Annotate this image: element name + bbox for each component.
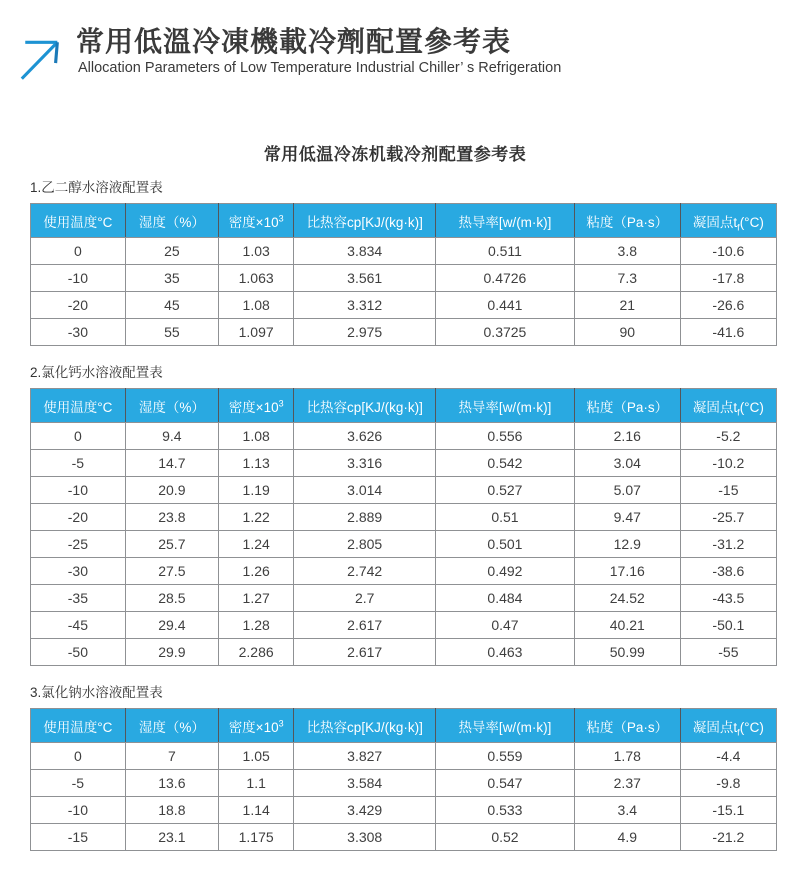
table-cell: 0.556 <box>436 423 575 450</box>
table-cell: -50 <box>31 639 126 666</box>
table-cell: 24.52 <box>574 585 680 612</box>
col-header-density: 密度$\times 10^3$ <box>218 204 293 238</box>
table-cell: -21.2 <box>680 824 776 851</box>
table-cell: -10.2 <box>680 450 776 477</box>
col-header-conductivity: 热导率[w/(m·k)] <box>436 709 575 743</box>
table-cell: 0 <box>31 238 126 265</box>
table-cell: 0.484 <box>436 585 575 612</box>
table-cell: -15 <box>31 824 126 851</box>
table-cell: 13.6 <box>125 770 218 797</box>
table-cell: -4.4 <box>680 743 776 770</box>
arrow-up-right-icon <box>14 30 66 84</box>
table-header-row <box>31 709 777 743</box>
table-cell: -41.6 <box>680 319 776 346</box>
table-cell: 0 <box>31 423 126 450</box>
col-header-density: 密度$\times 10^3$ <box>218 709 293 743</box>
table-cell: 2.286 <box>218 639 293 666</box>
table-cell: 45 <box>125 292 218 319</box>
table-cell: 0 <box>31 743 126 770</box>
col-header-temperature: 使用温度°C <box>31 389 126 423</box>
section-calcium-chloride <box>0 361 790 666</box>
table-cell: 1.19 <box>218 477 293 504</box>
table-row <box>31 265 777 292</box>
table-cell: 1.27 <box>218 585 293 612</box>
table-cell: 20.9 <box>125 477 218 504</box>
table-row <box>31 743 777 770</box>
brand-subtitle: Allocation Parameters of Low Temperature Industrial Chiller’ s Refrigeration <box>78 60 562 76</box>
table-header-row <box>31 389 777 423</box>
table-cell: 50.99 <box>574 639 680 666</box>
table-header-row <box>31 204 777 238</box>
table-cell: -35 <box>31 585 126 612</box>
table-row <box>31 558 777 585</box>
table-cell: 0.542 <box>436 450 575 477</box>
col-header-temperature: 使用温度°C <box>31 709 126 743</box>
table-cell: 2.742 <box>294 558 436 585</box>
col-header-heat-capacity: 比热容cp[KJ/(kg·k)] <box>294 204 436 238</box>
table-cell: 0.47 <box>436 612 575 639</box>
table-cell: 0.501 <box>436 531 575 558</box>
table-cell: 3.561 <box>294 265 436 292</box>
col-header-humidity: 湿度（%） <box>125 709 218 743</box>
table-cell: 0.4726 <box>436 265 575 292</box>
table-cell: 2.975 <box>294 319 436 346</box>
table-cell: 1.097 <box>218 319 293 346</box>
table-cell: 21 <box>574 292 680 319</box>
table-cell: 7.3 <box>574 265 680 292</box>
table-cell: 1.08 <box>218 292 293 319</box>
col-header-heat-capacity: 比热容cp[KJ/(kg·k)] <box>294 709 436 743</box>
table-row <box>31 292 777 319</box>
table-cell: 1.05 <box>218 743 293 770</box>
col-header-freezing-point: 凝固点$t_f(^\circ C)$ <box>680 709 776 743</box>
col-header-heat-capacity: 比热容cp[KJ/(kg·k)] <box>294 389 436 423</box>
table-cell: -30 <box>31 558 126 585</box>
section-label-1: 1.乙二醇水溶液配置表 <box>30 180 163 195</box>
table-cell: 23.8 <box>125 504 218 531</box>
table-cell: 3.312 <box>294 292 436 319</box>
table-cell: 2.16 <box>574 423 680 450</box>
table-cell: -20 <box>31 504 126 531</box>
table-cell: 0.51 <box>436 504 575 531</box>
table-row <box>31 423 777 450</box>
table-row <box>31 531 777 558</box>
table-cell: 55 <box>125 319 218 346</box>
col-header-conductivity: 热导率[w/(m·k)] <box>436 389 575 423</box>
table-cell: 3.834 <box>294 238 436 265</box>
table-cell: -5 <box>31 770 126 797</box>
table-cell: 4.9 <box>574 824 680 851</box>
table-row <box>31 238 777 265</box>
table-cell: -5 <box>31 450 126 477</box>
table-cell: -55 <box>680 639 776 666</box>
table-cell: 3.584 <box>294 770 436 797</box>
section-label-3: 3.氯化钠水溶液配置表 <box>30 685 163 700</box>
table-cell: 25.7 <box>125 531 218 558</box>
table-cell: 1.22 <box>218 504 293 531</box>
col-header-freezing-point: 凝固点$t_f(^\circ C)$ <box>680 204 776 238</box>
col-header-temperature: 使用温度°C <box>31 204 126 238</box>
table-cell: -17.8 <box>680 265 776 292</box>
sodium-chloride-table <box>30 708 777 851</box>
table-cell: 2.889 <box>294 504 436 531</box>
table-cell: 3.827 <box>294 743 436 770</box>
table-cell: 29.4 <box>125 612 218 639</box>
table-cell: -10.6 <box>680 238 776 265</box>
table-row <box>31 824 777 851</box>
table-cell: 12.9 <box>574 531 680 558</box>
table-cell: 0.441 <box>436 292 575 319</box>
table-cell: 3.014 <box>294 477 436 504</box>
table-cell: -10 <box>31 477 126 504</box>
col-header-conductivity: 热导率[w/(m·k)] <box>436 204 575 238</box>
table-cell: 1.13 <box>218 450 293 477</box>
table-cell: 0.3725 <box>436 319 575 346</box>
table-cell: 35 <box>125 265 218 292</box>
table-cell: 0.492 <box>436 558 575 585</box>
table-cell: -15.1 <box>680 797 776 824</box>
table-cell: 3.429 <box>294 797 436 824</box>
col-header-freezing-point: 凝固点$t_f(^\circ C)$ <box>680 389 776 423</box>
table-cell: 2.805 <box>294 531 436 558</box>
table-cell: 1.03 <box>218 238 293 265</box>
calcium-chloride-table <box>30 388 777 666</box>
table-cell: 1.28 <box>218 612 293 639</box>
table-cell: -25 <box>31 531 126 558</box>
table-row <box>31 585 777 612</box>
table-cell: 3.316 <box>294 450 436 477</box>
table-cell: 2.617 <box>294 612 436 639</box>
table-cell: 0.533 <box>436 797 575 824</box>
table-cell: 1.08 <box>218 423 293 450</box>
table-cell: 0.52 <box>436 824 575 851</box>
table-row <box>31 477 777 504</box>
table-cell: -5.2 <box>680 423 776 450</box>
table-cell: 90 <box>574 319 680 346</box>
table-cell: 0.547 <box>436 770 575 797</box>
table-cell: -30 <box>31 319 126 346</box>
col-header-viscosity: 粘度（Pa·s） <box>574 709 680 743</box>
table-cell: 18.8 <box>125 797 218 824</box>
table-cell: 0.527 <box>436 477 575 504</box>
brand-header <box>0 0 790 84</box>
table-cell: 27.5 <box>125 558 218 585</box>
table-cell: 0.511 <box>436 238 575 265</box>
table-cell: -26.6 <box>680 292 776 319</box>
table-cell: 40.21 <box>574 612 680 639</box>
col-header-density: 密度$\times 10^3$ <box>218 389 293 423</box>
table-cell: 1.14 <box>218 797 293 824</box>
table-cell: -25.7 <box>680 504 776 531</box>
section-ethylene-glycol <box>0 176 790 346</box>
table-cell: -31.2 <box>680 531 776 558</box>
table-cell: -20 <box>31 292 126 319</box>
table-cell: 3.626 <box>294 423 436 450</box>
section-sodium-chloride <box>0 681 790 851</box>
table-row <box>31 797 777 824</box>
table-cell: 1.26 <box>218 558 293 585</box>
table-cell: 3.308 <box>294 824 436 851</box>
table-cell: 1.24 <box>218 531 293 558</box>
table-cell: -10 <box>31 265 126 292</box>
table-cell: 7 <box>125 743 218 770</box>
table-cell: -50.1 <box>680 612 776 639</box>
table-row <box>31 504 777 531</box>
col-header-humidity: 湿度（%） <box>125 204 218 238</box>
table-cell: -45 <box>31 612 126 639</box>
table-cell: 17.16 <box>574 558 680 585</box>
table-cell: -9.8 <box>680 770 776 797</box>
col-header-viscosity: 粘度（Pa·s） <box>574 389 680 423</box>
table-row <box>31 450 777 477</box>
table-cell: 14.7 <box>125 450 218 477</box>
table-cell: 3.8 <box>574 238 680 265</box>
table-cell: 1.063 <box>218 265 293 292</box>
table-cell: -15 <box>680 477 776 504</box>
table-cell: 2.37 <box>574 770 680 797</box>
table-cell: 29.9 <box>125 639 218 666</box>
table-cell: 5.07 <box>574 477 680 504</box>
table-cell: -10 <box>31 797 126 824</box>
table-cell: 3.4 <box>574 797 680 824</box>
col-header-humidity: 湿度（%） <box>125 389 218 423</box>
table-row <box>31 319 777 346</box>
table-cell: 0.559 <box>436 743 575 770</box>
table-cell: 2.617 <box>294 639 436 666</box>
table-cell: 2.7 <box>294 585 436 612</box>
table-cell: 1.1 <box>218 770 293 797</box>
table-cell: 23.1 <box>125 824 218 851</box>
col-header-viscosity: 粘度（Pa·s） <box>574 204 680 238</box>
table-cell: 1.175 <box>218 824 293 851</box>
table-cell: 3.04 <box>574 450 680 477</box>
table-row <box>31 770 777 797</box>
table-cell: 1.78 <box>574 743 680 770</box>
brand-text <box>76 26 561 77</box>
brand-title: 常用低溫冷凍機載冷劑配置參考表 <box>76 26 512 57</box>
table-cell: -43.5 <box>680 585 776 612</box>
table-row <box>31 612 777 639</box>
table-cell: 9.47 <box>574 504 680 531</box>
table-cell: 9.4 <box>125 423 218 450</box>
ethylene-glycol-table <box>30 203 777 346</box>
table-cell: -38.6 <box>680 558 776 585</box>
table-cell: 25 <box>125 238 218 265</box>
table-row <box>31 639 777 666</box>
table-cell: 0.463 <box>436 639 575 666</box>
table-cell: 28.5 <box>125 585 218 612</box>
section-label-2: 2.氯化钙水溶液配置表 <box>30 365 163 380</box>
doc-title: 常用低温冷冻机载冷剂配置参考表 <box>263 145 527 164</box>
